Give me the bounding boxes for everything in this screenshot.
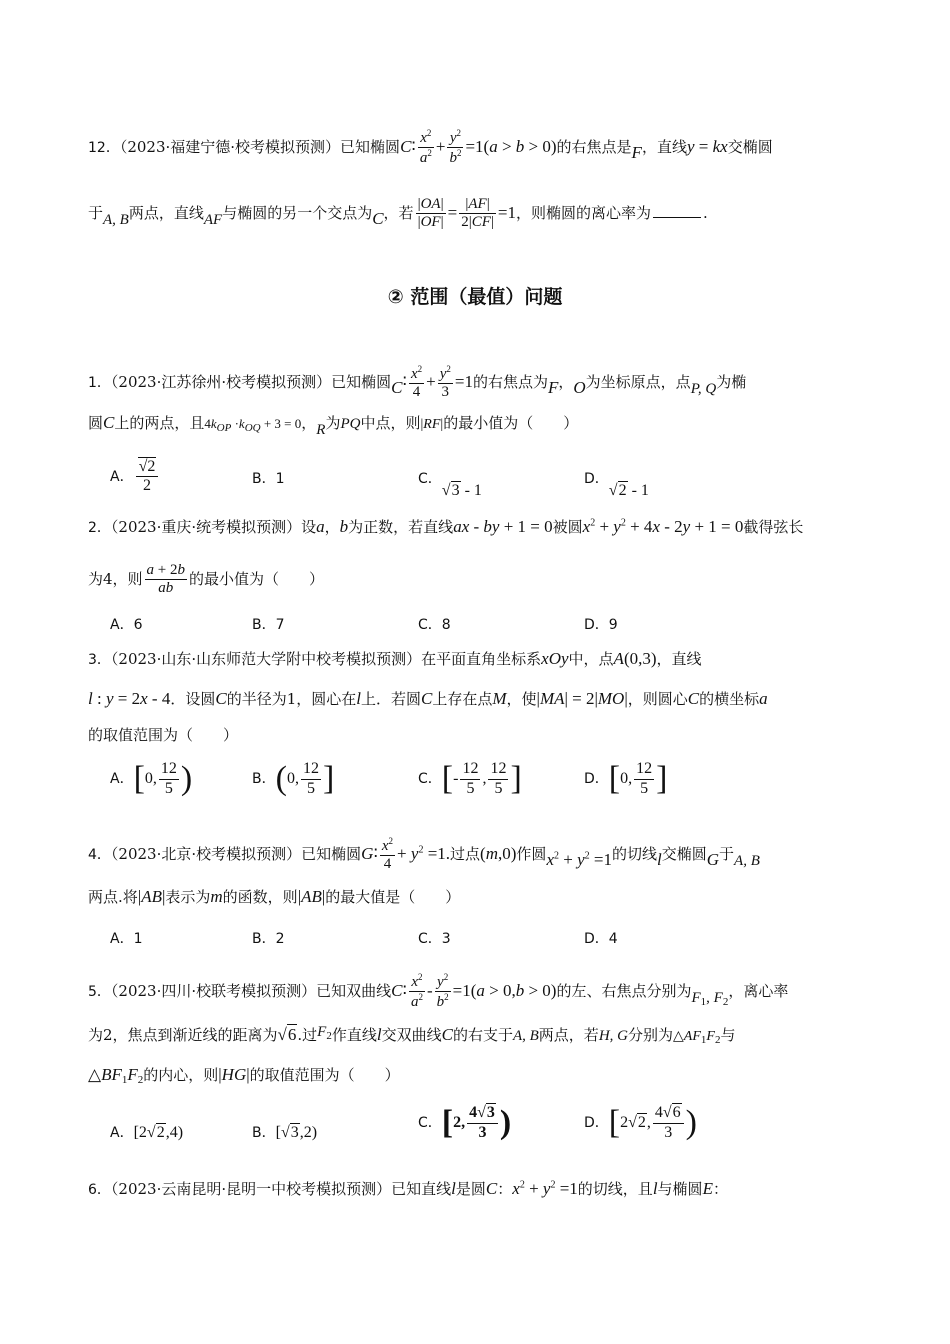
q12-line-2: 于A, B两点，直线AF与椭圆的另一个交点为C，若 $\frac{|OA|}{|OF|}$ = $\frac{|AF|}{2|CF|}$ =1，则椭圆的离心率为 . xyxy=(88,196,708,231)
q2-option-a[interactable]: A．6 xyxy=(110,617,143,633)
q2-option-d[interactable]: D．9 xyxy=(584,617,618,633)
q5-source: （2023·四川·校联考模拟预测） xyxy=(110,981,317,1000)
q5-line-1: 5．（2023·四川·校联考模拟预测）已知双曲线C∶ $\frac{x^2}{a^2}$ - $\frac{y^2}{b^2}$ =1(a > 0,b > 0)的左、右焦点分别为$F_1$, $F_2$，离心率 xyxy=(88,972,789,1011)
q3-line-2: l : y = 2x - 4．设圆C的半径为1，圆心在l上．若圆C上存在点M，使|MA| = 2|MO|，则圆心C的横坐标a xyxy=(88,689,768,708)
q3-source: （2023·山东·山东师范大学附中校考模拟预测） xyxy=(110,650,422,668)
q4-option-a[interactable]: A．1 xyxy=(110,931,143,947)
q1-line-2: 圆C上的两点，且$4k_{OP} \cdot k_{OQ} + 3 = 0$，R为PQ中点，则|RF|的最小值为（ ） xyxy=(88,413,579,438)
q2-line-1: 2．（2023·重庆·统考模拟预测）设a，b为正数，若直线ax - by + 1 = 0被圆$x^2 + y^2 + 4x - 2y + 1 = 0$截得弦长 xyxy=(88,517,804,536)
q3-option-a[interactable]: A．[0, $\frac{12}{5}$ ) xyxy=(110,760,193,797)
q3-option-b[interactable]: B．(0, $\frac{12}{5}$ ] xyxy=(252,760,335,797)
q3-option-c[interactable]: C．[- $\frac{12}{5}$ , $\frac{12}{5}$ ] xyxy=(418,760,522,797)
q5-line-2: 为2，焦点到渐近线的距离为√6.过$F_2$作直线l交双曲线C的右支于A, B两点，若H, G分别为$\triangle AF_1F_2$与 xyxy=(88,1024,736,1046)
q5-option-c[interactable]: C．[2, $\frac{4√3}{3}$ ) xyxy=(418,1104,512,1141)
q2-option-b[interactable]: B．7 xyxy=(252,617,285,633)
q1-option-c[interactable]: C．√3 - 1 xyxy=(418,471,482,499)
q4-option-b[interactable]: B．2 xyxy=(252,931,285,947)
q2-line-2: 为4，则 $\frac{a + 2b}{ab}$ 的最小值为（ ） xyxy=(88,562,325,597)
q1-option-d[interactable]: D．√2 - 1 xyxy=(584,471,649,499)
q3-option-d[interactable]: D．[0, $\frac{12}{5}$ ] xyxy=(584,760,668,797)
q4-source: （2023·北京·校考模拟预测） xyxy=(110,844,302,863)
q1-line-1: 1．（2023·江苏徐州·校考模拟预测）已知椭圆C∶ $\frac{x^2}{4}$ + $\frac{y^2}{3}$ =1的右焦点为F，O为坐标原点，点P, Q为椭 xyxy=(88,364,747,401)
q12-line-1: 12．（2023·福建宁德·校考模拟预测）已知椭圆C∶ $\frac{x^2}{a^2}$ + $\frac{y^2}{b^2}$ =1(a > b > 0)的右焦点是F，直线y = kx交椭圆 xyxy=(88,128,773,167)
q5-option-b[interactable]: B．[√3,2) xyxy=(252,1124,318,1141)
q6-source: （2023·云南昆明·昆明一中校考模拟预测） xyxy=(110,1180,392,1198)
q1-source: （2023·江苏徐州·校考模拟预测） xyxy=(110,372,332,391)
q2-source: （2023·重庆·统考模拟预测） xyxy=(110,518,302,536)
q4-line-2: 两点.将|AB|表示为m的函数，则|AB|的最大值是（ ） xyxy=(88,887,461,906)
q4-line-1: 4．（2023·北京·校考模拟预测）已知椭圆G∶ $\frac{x^2}{4}$ + $y^2 =1$.过点(m,0)作圆$x^2 + y^2 =1$的切线l交椭圆G于A, B xyxy=(88,836,760,873)
q1-option-a[interactable]: A． $\frac{√2}{2}$ xyxy=(110,458,160,496)
q6-line-1: 6．（2023·云南昆明·昆明一中校考模拟预测）已知直线l是圆C：$x^2 + y^2 =1$的切线，且l与椭圆E： xyxy=(88,1179,728,1198)
section-title: ② 范围（最值）问题 xyxy=(387,286,563,308)
q2-option-c[interactable]: C．8 xyxy=(418,617,451,633)
q12-source: （2023·福建宁德·校考模拟预测） xyxy=(119,137,341,156)
q5-option-d[interactable]: D．[2√2, $\frac{4√6}{3}$ ) xyxy=(584,1104,697,1141)
q3-line-3: 的取值范围为（ ） xyxy=(88,726,239,744)
q3-line-1: 3．（2023·山东·山东师范大学附中校考模拟预测）在平面直角坐标系xOy中，点A(0,3)，直线 xyxy=(88,649,702,668)
q4-option-c[interactable]: C．3 xyxy=(418,931,451,947)
q1-option-b[interactable]: B．1 xyxy=(252,471,285,487)
q5-line-3: $\triangle BF_1F_2$的内心，则|HG|的取值范围为（ ） xyxy=(88,1065,400,1086)
answer-blank[interactable] xyxy=(653,217,701,218)
q4-option-d[interactable]: D．4 xyxy=(584,931,618,947)
q5-option-a[interactable]: A．[2√2,4) xyxy=(110,1124,184,1141)
